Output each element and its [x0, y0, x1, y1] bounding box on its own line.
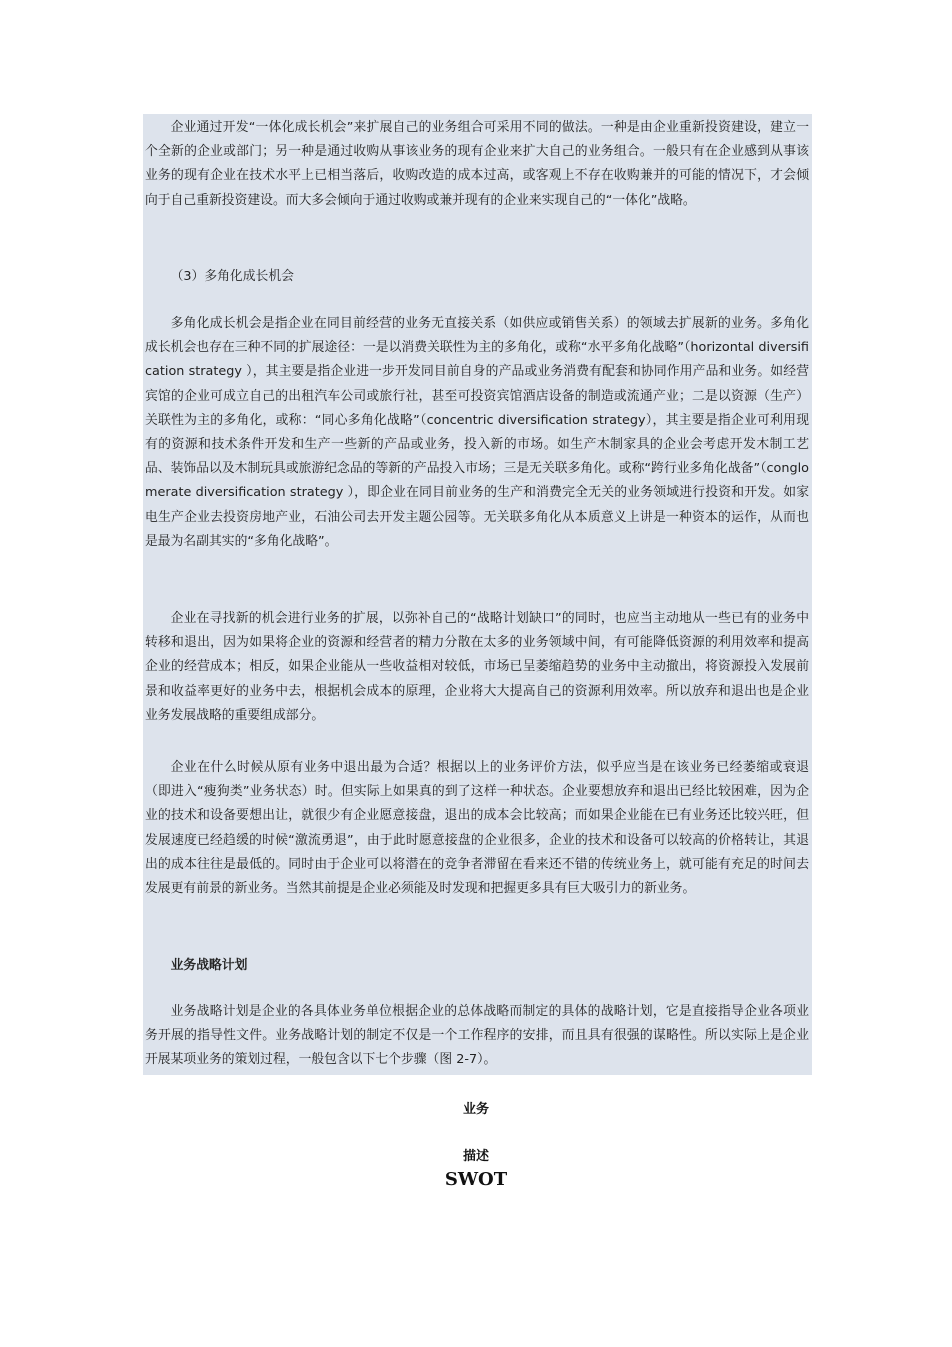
paragraph-exit-timing: 企业在什么时候从原有业务中退出最为合适？根据以上的业务评价方法，似乎应当是在该业务已经萎缩或衰退（即进入“瘦狗类”业务状态）时。但实际上如果真的到了这样一种状态。企业要想放弃和退出已经比较困难，因为企业的技术和设备要想出让，就很少有企业愿意接盘，退出的成本会比较高；而如果企业能在已有业务还比较兴旺，但发展速度已经趋缓的时候“激流勇退”，由于此时愿意接盘的企业很多，企业的技术和设备可以较高的价格转让，其退出的成本往往是最低的。同时由于企业可以将潜在的竞争者滞留在看来还不错的传统业务上，就可能有充足的时间去发展更有前景的新业务。当然其前提是企业必须能及时发现和把握更多具有巨大吸引力的新业务。: [145, 760, 809, 897]
figure-label-business: 业务: [462, 1102, 489, 1117]
paragraph-business-strategy: 业务战略计划是企业的各具体业务单位根据企业的总体战略而制定的具体的战略计划，它是直接指导企业各项业务开展的指导性文件。业务战略计划的制定不仅是一个工作程序的安排，而且具有很强的谋略性。所以实际上是企业开展某项业务的策划过程，一般包含以下七个步骤（图 2-7）。: [145, 1004, 809, 1068]
paragraph-exit-strategy: 企业在寻找新的机会进行业务的扩展，以弥补自己的“战略计划缺口”的同时，也应当主动地从一些已有的业务中转移和退出，因为如果将企业的资源和经营者的精力分散在太多的业务领域中间，有可能降低资源的利用效率和提高企业的经营成本；相反，如果企业能从一些收益相对较低，市场已呈萎缩趋势的业务中主动撤出，将资源投入发展前景和收益率更好的业务中去，根据机会成本的原理，企业将大大提高自己的资源利用效率。所以放弃和退出也是企业业务发展战略的重要组成部分。: [145, 611, 809, 723]
figure-label-swot: SWOT: [444, 1169, 508, 1190]
section-heading-business-strategy: 业务战略计划: [170, 958, 248, 973]
paragraph-integration-growth: 企业通过开发“一体化成长机会”来扩展自己的业务组合可采用不同的做法。一种是由企业重新投资建设，建立一个全新的企业或部门；另一种是通过收购从事该业务的现有企业来扩大自己的业务组合。一般只有在企业感到从事该业务的现有企业在技术水平上已相当落后，收购改造的成本过高，或客观上不存在收购兼并的可能的情况下，才会倾向于自己重新投资建设。而大多会倾向于通过收购或兼并现有的企业来实现自己的“一体化”战略。: [145, 120, 809, 208]
section-heading-diversification: （3）多角化成长机会: [170, 269, 294, 284]
paragraph-diversification: 多角化成长机会是指企业在同目前经营的业务无直接关系（如供应或销售关系）的领域去扩展新的业务。多角化成长机会也存在三种不同的扩展途径：一是以消费关联性为主的多角化，或称“水平多角化战略”（horizontal diversification strategy ），其主要是指企业进一步开发同目前自身的产品或业务消费有配套和协同作用产品和业务。如经营宾馆的企业可成立自己的出租汽车公司或旅行社，甚至可投资宾馆酒店设备的制造或流通产业；二是以资源（生产）关联性为主的多角化，或称：“同心多角化战略”（concentric diversification strategy），其主要是指企业可利用现有的资源和技术条件开发和生产一些新的产品或业务，投入新的市场。如生产木制家具的企业会考虑开发木制工艺品、装饰品以及木制玩具或旅游纪念品的等新的产品投入市场；三是无关联多角化。或称“跨行业多角化战备”（conglomerate diversification strategy ），即企业在同目前业务的生产和消费完全无关的业务领域进行投资和开发。如家电生产企业去投资房地产业，石油公司去开发主题公园等。无关联多角化从本质意义上讲是一种资本的运作，从而也是最为名副其实的“多角化战略”。: [145, 316, 809, 549]
figure-label-description: 描述: [462, 1149, 489, 1164]
highlighted-text-block: [143, 114, 812, 1075]
